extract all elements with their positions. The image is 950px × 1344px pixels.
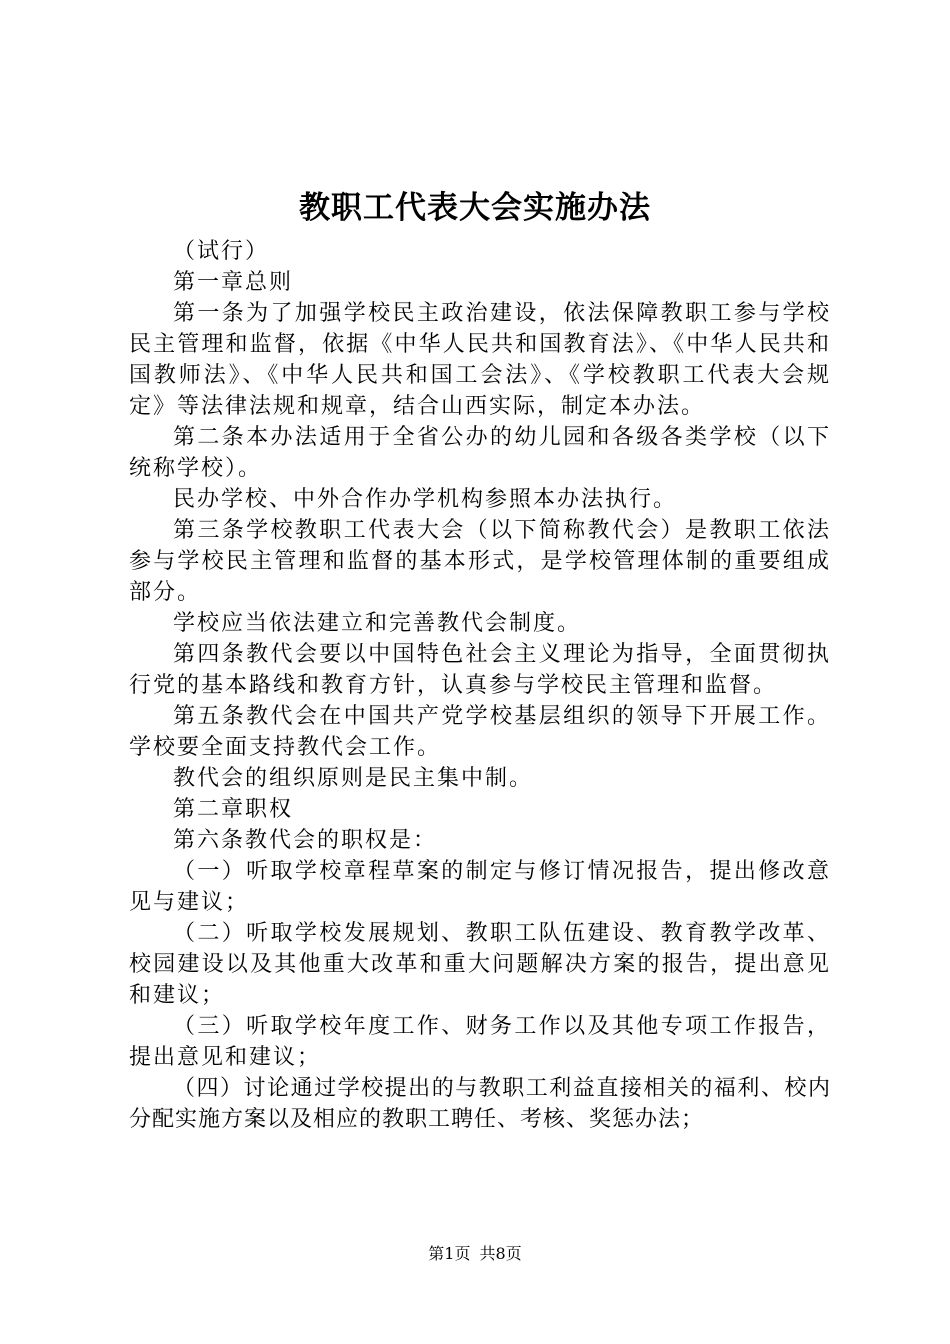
paragraph-establish-system: 学校应当依法建立和完善教代会制度。 — [173, 611, 582, 636]
document-title: 教职工代表大会实施办法 — [299, 190, 651, 226]
article-6-item-3: （三）听取学校年度工作、财务工作以及其他专项工作报告，提出意见和建议； — [129, 1014, 831, 1070]
article-6: 第六条教代会的职权是： — [173, 828, 438, 853]
chapter-heading-1: 第一章总则 — [173, 270, 294, 295]
paragraph-principle: 教代会的组织原则是民主集中制。 — [173, 766, 534, 791]
article-1: 第一条为了加强学校民主政治建设，依法保障教职工参与学校民主管理和监督，依据《中华人民共和国教育法》、《中华人民共和国教师法》、《中华人民共和国工会法》、《学校教职工代表大会规定》等法律法规和规章，结合山西实际，制定本办法。 — [129, 301, 831, 419]
chapter-heading-2: 第二章职权 — [173, 797, 294, 822]
document-body — [129, 236, 831, 1135]
article-4: 第四条教代会要以中国特色社会主义理论为指导，全面贯彻执行党的基本路线和教育方针，认真参与学校民主管理和监督。 — [129, 642, 831, 698]
article-5: 第五条教代会在中国共产党学校基层组织的领导下开展工作。学校要全面支持教代会工作。 — [129, 704, 831, 760]
paragraph-private-schools: 民办学校、中外合作办学机构参照本办法执行。 — [173, 487, 678, 512]
article-6-item-1: （一）听取学校章程草案的制定与修订情况报告，提出修改意见与建议； — [129, 859, 831, 915]
article-2: 第二条本办法适用于全省公办的幼儿园和各级各类学校（以下统称学校）。 — [129, 425, 831, 481]
article-6-item-2: （二）听取学校发展规划、教职工队伍建设、教育教学改革、校园建设以及其他重大改革和重大问题解决方案的报告，提出意见和建议； — [129, 921, 831, 1008]
article-3: 第三条学校教职工代表大会（以下简称教代会）是教职工依法参与学校民主管理和监督的基本形式，是学校管理体制的重要组成部分。 — [129, 518, 831, 605]
paragraph-trial-note: （试行） — [173, 239, 270, 264]
page-number: 第1页 — [428, 1244, 471, 1263]
page-footer — [0, 1243, 950, 1265]
total-pages: 共8页 — [479, 1244, 522, 1263]
article-6-item-4: （四）讨论通过学校提出的与教职工利益直接相关的福利、校内分配实施方案以及相应的教职工聘任、考核、奖惩办法； — [129, 1076, 831, 1132]
